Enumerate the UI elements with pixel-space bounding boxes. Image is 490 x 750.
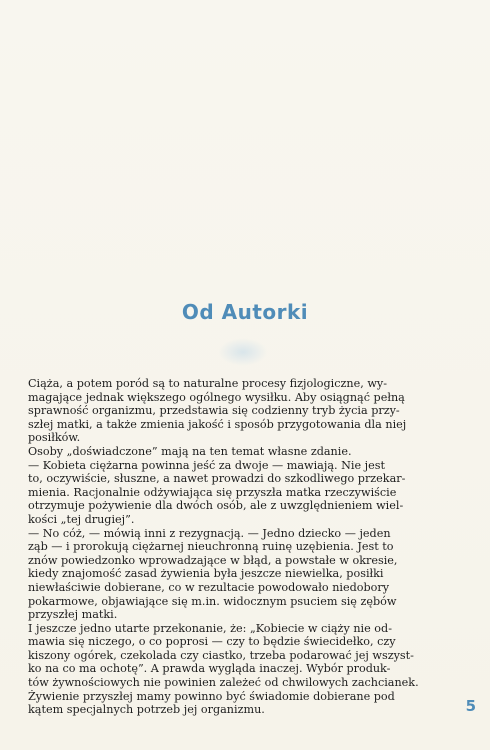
text-line: Ciąża, a potem poród są to naturalne procesy fizjologiczne, wy-	[28, 377, 388, 390]
text-line: znów powiedzonko wprowadzające w błąd, a powstałe w okresie,	[28, 553, 398, 567]
text-line: posiłków.	[28, 431, 81, 445]
text-line: mienia. Racjonalnie odżywiająca się przyszła matka rzeczywiście	[28, 485, 397, 499]
text-line: ząb — i prorokują ciężarnej nieuchronną ruinę uzębienia. Jest to	[28, 540, 394, 554]
text-line: przyszłej matki.	[28, 608, 118, 622]
text-line: kiedy znajomość zasad żywienia była jeszcze niewielka, posiłki	[28, 567, 384, 581]
text-line: kiszony ogórek, czekolada czy ciastko, trzeba podarować jej wszyst-	[28, 648, 414, 662]
text-line: to, oczywiście, słuszne, a nawet prowadzi do szkodliwego przekar-	[28, 472, 406, 486]
text-line: szłej matki, a także zmienia jakość i sposób przygotowania dla niej	[28, 417, 407, 431]
text-line: ko na co ma ochotę”. A prawda wygląda inaczej. Wybór produk-	[28, 662, 391, 676]
text-line: sprawność organizmu, przedstawia się codzienny tryb życia przy-	[28, 404, 400, 418]
text-line: otrzymuje pożywienie dla dwóch osób, ale z uwzględnieniem wiel-	[28, 499, 404, 513]
text-line: I jeszcze jedno utarte przekonanie, że: „Kobiecie w ciąży nie od-	[28, 621, 392, 635]
text-line: Osoby „doświadczone” mają na ten temat własne zdanie.	[28, 444, 352, 458]
text-line: kości „tej drugiej”.	[28, 512, 135, 526]
faint-image-mark	[218, 338, 268, 366]
text-line: pokarmowe, objawiające się m.in. widocznym psuciem się zębów	[28, 594, 397, 608]
text-line: Żywienie przyszłej mamy powinno być świadomie dobierane pod	[28, 689, 395, 703]
body-text	[28, 377, 462, 717]
page-number: 5	[465, 697, 476, 715]
text-line: mawia się niczego, o co poprosi — czy to będzie świecidełko, czy	[28, 635, 396, 649]
chapter-title: Od Autorki	[181, 300, 309, 324]
text-line: magające jednak większego ogólnego wysiłku. Aby osiągnąć pełną	[28, 390, 405, 404]
text-line: kątem specjalnych potrzeb jej organizmu.	[28, 703, 265, 717]
text-line: tów żywnościowych nie powinien zależeć od chwilowych zachcianek.	[28, 676, 419, 690]
text-line: — Kobieta ciężarna powinna jeść za dwoje — mawiają. Nie jest	[28, 458, 385, 472]
text-line: niewłaściwie dobierane, co w rezultacie powodowało niedobory	[28, 580, 390, 594]
text-line: — No cóż, — mówią inni z rezygnacją. — Jedno dziecko — jeden	[28, 526, 391, 540]
